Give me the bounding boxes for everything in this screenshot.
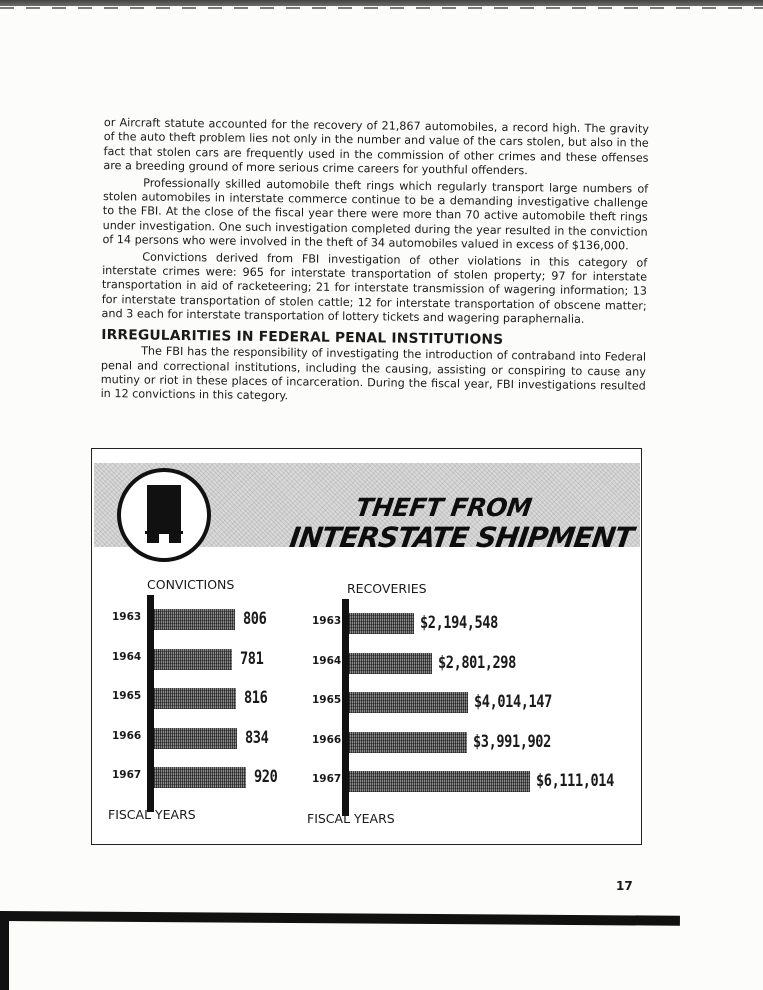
- convictions-year-label: 1964: [112, 650, 142, 663]
- convictions-value-label: 834: [245, 727, 269, 748]
- recoveries-chart-xlabel: FISCAL YEARS: [307, 811, 395, 826]
- convictions-bar: [154, 767, 246, 788]
- recoveries-bar: [349, 613, 414, 634]
- recoveries-bar: [349, 732, 467, 753]
- convictions-bar: [154, 609, 235, 630]
- recoveries-year-label: 1964: [312, 654, 342, 667]
- scan-top-edge-dashes: [0, 7, 763, 9]
- recoveries-year-label: 1965: [312, 694, 342, 706]
- convictions-value-label: 920: [254, 767, 278, 787]
- paragraph: or Aircraft statute accounted for the recovery of 21,867 automobiles, a record high. The gravity of the auto theft problem lies not only in the number and value of the cars stolen, but also in the fact that stolen cars are frequently used in the commission of other crimes and these offenses are a breeding ground of more serious crime careers for youthful offenders.: [103, 116, 649, 178]
- body-text: [101, 116, 649, 408]
- section-paragraph: The FBI has the responsibility of investigating the introduction of contraband into Federal penal and correctional institutions, including the causing, assisting or conspiring to cause any mutiny or riot in these places of incarceration. During the fiscal year, FBI investigations resulted in 12 convictions in this category.: [100, 344, 647, 403]
- convictions-bar: [154, 728, 237, 749]
- paragraph: Convictions derived from FBI investigation of other violations in this category of interstate crimes were: 965 for interstate transportation of stolen property; 97 for interstate transportation in aid of racketeering; 21 for interstate transmission of wagering information; 13 for interstate transportation of stolen cattle; 12 for interstate transportation of obscene matter; and 3 each for interstate transportation of lottery tickets and wagering paraphernalia.: [101, 250, 648, 327]
- figure-title-line2: INTERSTATE SHIPMENT: [287, 521, 636, 554]
- convictions-chart-title: CONVICTIONS: [147, 577, 235, 592]
- truck-emblem: [117, 468, 211, 562]
- paragraph: Professionally skilled automobile theft rings which regularly transport large numbers of stolen automobiles in interstate commerce continue to be a demanding investigative challenge to the FBI. At the close of the fiscal year there were more than 70 active automobile theft rings under investigation. One such investigation completed during the year resulted in the conviction of 14 persons who were involved in the theft of 34 automobiles valued in excess of $136,000.: [102, 176, 649, 253]
- recoveries-value-label: $4,014,147: [474, 692, 552, 712]
- theft-from-interstate-shipment-figure: [91, 448, 642, 845]
- page-number: 17: [616, 879, 633, 893]
- recoveries-value-label: $3,991,902: [473, 731, 551, 752]
- convictions-chart-xlabel: FISCAL YEARS: [108, 807, 196, 822]
- convictions-value-label: 816: [244, 688, 268, 708]
- recoveries-year-label: 1963: [312, 615, 342, 627]
- convictions-year-label: 1966: [112, 729, 142, 742]
- recoveries-chart-title: RECOVERIES: [347, 581, 427, 596]
- recoveries-bar: [349, 692, 468, 713]
- convictions-year-label: 1967: [112, 769, 142, 781]
- convictions-bar: [154, 688, 236, 709]
- scan-bottom-edge: [0, 911, 680, 926]
- recoveries-value-label: $2,194,548: [420, 613, 498, 633]
- figure-banner: [94, 463, 640, 554]
- figure-title-line1: THEFT FROM: [353, 493, 534, 522]
- convictions-chart-axis: [147, 595, 154, 812]
- convictions-value-label: 806: [243, 609, 267, 629]
- recoveries-year-label: 1966: [312, 733, 342, 746]
- recoveries-year-label: 1967: [312, 773, 342, 785]
- recoveries-bar: [349, 771, 530, 792]
- convictions-year-label: 1963: [112, 611, 142, 623]
- scan-left-edge: [0, 916, 9, 990]
- convictions-year-label: 1965: [112, 690, 142, 702]
- recoveries-bar: [349, 653, 432, 674]
- scan-top-edge: [0, 0, 763, 6]
- recoveries-value-label: $6,111,014: [536, 771, 614, 791]
- convictions-value-label: 781: [240, 648, 264, 669]
- recoveries-value-label: $2,801,298: [438, 652, 516, 673]
- convictions-bar: [154, 649, 232, 670]
- section-heading: IRREGULARITIES IN FEDERAL PENAL INSTITUTIONS: [101, 326, 504, 348]
- truck-icon: [121, 472, 207, 558]
